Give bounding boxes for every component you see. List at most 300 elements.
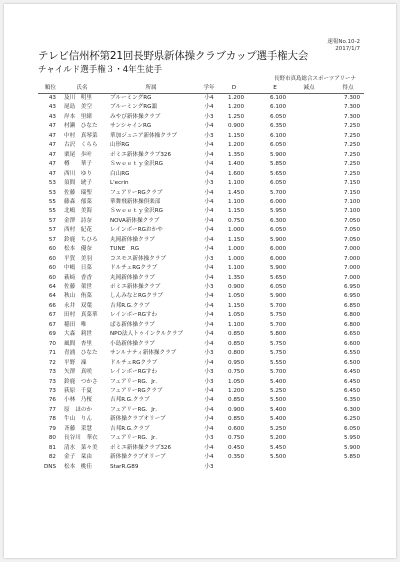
e-score: 6.100 (269, 104, 286, 111)
rank-cell: 47 (48, 151, 56, 158)
e-score: 5.750 (269, 340, 286, 347)
rank-cell: 55 (48, 198, 56, 205)
club-name: Ｓｗｅｅｔｙ金沢RG (110, 161, 163, 168)
e-score: 5.450 (269, 444, 286, 451)
athlete-name: 稲田 唯 (64, 321, 87, 328)
total-score: 6.450 (343, 387, 360, 394)
table-row (42, 94, 362, 103)
athlete-name: 松本 桃佳 (64, 463, 92, 470)
grade-cell: 小3 (204, 435, 214, 442)
grade-cell: 小4 (204, 198, 214, 205)
athlete-name: 牛山 りん (64, 416, 92, 423)
table-row (42, 444, 362, 453)
d-score: 1.050 (227, 312, 244, 319)
d-score: 1.150 (227, 302, 244, 309)
athlete-name: 西村 紀花 (64, 227, 92, 234)
table-row (42, 425, 362, 434)
total-score: 7.050 (343, 227, 360, 234)
athlete-name: 佐藤 瑞聖 (64, 189, 92, 196)
club-name: NPO法人トゥインクルクラブ (110, 331, 183, 338)
athlete-name: 平野 凜 (64, 359, 87, 366)
table-row (42, 321, 362, 330)
d-score: 1.200 (227, 387, 244, 394)
grade-cell: 小4 (204, 246, 214, 253)
total-score: 7.150 (343, 189, 360, 196)
total-score: 7.000 (343, 274, 360, 281)
club-name: 吉邦R.G.クラブ (110, 425, 150, 432)
athlete-name: 須間 琥子 (64, 180, 92, 187)
total-score: 6.850 (343, 302, 360, 309)
penalty-header: 減点 (303, 85, 315, 91)
e-score: 6.050 (269, 113, 286, 120)
table-row (42, 302, 362, 311)
athlete-name: 鈴鹿 つかさ (64, 378, 98, 385)
rank-cell: 57 (48, 227, 56, 234)
rank-cell: DNS (43, 463, 56, 470)
grade-cell: 小3 (204, 180, 214, 187)
e-score: 5.700 (269, 302, 286, 309)
total-score: 5.900 (343, 444, 360, 451)
d-score: 0.850 (227, 416, 244, 423)
d-score: 1.000 (227, 227, 244, 234)
club-name: L'ecrin (110, 180, 129, 187)
total-score: 6.450 (343, 369, 360, 376)
rank-cell: 70 (48, 340, 56, 347)
club-name: 山形RG (110, 142, 130, 149)
results-sheet (4, 4, 396, 558)
report-date: 2017/1/7 (335, 46, 360, 52)
table-row (42, 264, 362, 273)
rank-cell: 77 (48, 406, 56, 413)
total-score: 7.250 (343, 151, 360, 158)
d-score: 0.800 (227, 350, 244, 357)
club-name: 丸岡新体操クラブ (110, 236, 155, 243)
table-row (42, 103, 362, 112)
e-score: 5.250 (269, 387, 286, 394)
grade-cell: 小4 (204, 265, 214, 272)
grade-cell: 小3 (204, 255, 214, 262)
athlete-name: 岸本 里緒 (64, 113, 92, 120)
athlete-name: 及川 明里 (64, 95, 92, 101)
e-score: 5.400 (269, 416, 286, 423)
athlete-name: 小林 乃桜 (64, 397, 92, 404)
total-score: 7.100 (343, 198, 360, 205)
club-name: フェアリーRG．Jr． (110, 406, 161, 413)
table-row (42, 245, 362, 254)
table-row (42, 378, 362, 387)
table-row (42, 113, 362, 122)
rank-cell: 71 (48, 350, 56, 357)
rank-cell: 73 (48, 387, 56, 394)
e-score: 5.900 (269, 151, 286, 158)
table-row (42, 170, 362, 179)
e-score: 5.650 (269, 274, 286, 281)
grade-cell: 小4 (204, 217, 214, 224)
rank-cell: 57 (48, 217, 56, 224)
table-row (42, 274, 362, 283)
rank-cell: 47 (48, 132, 56, 139)
rank-cell: 47 (48, 142, 56, 149)
total-score: 6.800 (343, 321, 360, 328)
club-name: レインボーRGすわ (110, 312, 158, 319)
rank-cell: 82 (48, 454, 56, 461)
d-score: 0.750 (227, 435, 244, 442)
total-score: 6.950 (343, 293, 360, 300)
e-score: 5.550 (269, 359, 286, 366)
rank-cell: 64 (48, 284, 56, 290)
table-row (42, 340, 362, 349)
d-score: 0.900 (227, 123, 244, 130)
club-name: フェアリーRG．Jr． (110, 378, 161, 385)
grade-cell: 小4 (204, 104, 214, 111)
table-row (42, 207, 362, 216)
e-score: 6.350 (269, 123, 286, 130)
club-name: レインボーRGすわ (110, 369, 158, 376)
grade-cell: 小3 (204, 369, 214, 376)
club-name: フェアリーRGクラブ (110, 189, 163, 196)
athlete-name: 佐藤 架世 (64, 284, 92, 290)
club-name: ポミエ新体操クラブ326 (110, 444, 172, 451)
grade-cell: 小4 (204, 387, 214, 394)
club-name: 小島新体操クラブ (110, 340, 155, 347)
club-name: 新体操クラブオリーブ (110, 416, 166, 423)
table-row (42, 453, 362, 462)
rank-cell: 73 (48, 378, 56, 385)
event-subtitle: チャイルド選手権３・4年生徒手 (38, 65, 163, 75)
total-score: 6.950 (343, 284, 360, 290)
club-name: ポミエ新体操クラブ (110, 284, 161, 290)
grade-cell: 小4 (204, 151, 214, 158)
e-score: 5.400 (269, 406, 286, 413)
club-name: ドルチェRGクラブ (110, 359, 158, 366)
total-score: 7.250 (343, 170, 360, 177)
athlete-name: 大森 莉世 (64, 331, 92, 338)
grade-cell: 小4 (204, 236, 214, 243)
rank-cell: 73 (48, 369, 56, 376)
athlete-name: 清水 菜々美 (64, 444, 98, 451)
rank-cell: 66 (48, 302, 56, 309)
rank-cell: 60 (48, 274, 56, 281)
d-score: 1.450 (227, 189, 244, 196)
athlete-name: 北嶋 美海 (64, 208, 92, 215)
grade-cell: 小4 (204, 416, 214, 423)
athlete-name: 荻原 千夏 (64, 387, 92, 394)
d-score: 1.150 (227, 208, 244, 215)
club-name: ドルチェRGクラブ (110, 265, 158, 272)
d-score: 1.200 (227, 142, 244, 149)
e-score-header: E (273, 85, 277, 91)
grade-header: 学年 (203, 85, 215, 91)
athlete-name: 鈴鹿 ちひろ (64, 236, 98, 243)
club-name: しんみなとRGクラブ (110, 293, 163, 300)
table-row (42, 396, 362, 405)
table-row (42, 311, 362, 320)
grade-cell: 小4 (204, 293, 214, 300)
d-score: 1.000 (227, 246, 244, 253)
club-name: ぱる新体操クラブ (110, 321, 155, 328)
rank-cell: 67 (48, 312, 56, 319)
table-row (42, 160, 362, 169)
rank-cell: 60 (48, 246, 56, 253)
rank-cell: 72 (48, 359, 56, 366)
rank-cell: 79 (48, 425, 56, 432)
e-score: 5.750 (269, 312, 286, 319)
total-score: 5.850 (343, 454, 360, 461)
total-score: 7.300 (343, 95, 360, 101)
d-score: 1.150 (227, 236, 244, 243)
athlete-name: 金子 栞由 (64, 454, 92, 461)
athlete-name: 矢澤 真咲 (64, 369, 92, 376)
table-row (42, 198, 362, 207)
club-name: NOVA新体操クラブ (110, 217, 160, 224)
e-score: 6.050 (269, 227, 286, 234)
grade-cell: 小4 (204, 444, 214, 451)
grade-cell: 小4 (204, 425, 214, 432)
grade-cell: 小3 (204, 463, 214, 470)
grade-cell: 小4 (204, 208, 214, 215)
rank-cell: 78 (48, 416, 56, 423)
club-name: みやび新体操クラブ (110, 113, 161, 120)
rank-cell: 57 (48, 236, 56, 243)
d-score: 1.600 (227, 170, 244, 177)
total-score: 7.000 (343, 255, 360, 262)
e-score: 5.650 (269, 170, 286, 177)
club-name: サンシャインRG (110, 123, 152, 130)
club-name: フェアリーRGクラブ (110, 387, 163, 394)
total-score: 6.350 (343, 397, 360, 404)
d-score: 1.050 (227, 293, 244, 300)
total-score: 6.300 (343, 406, 360, 413)
grade-cell: 小4 (204, 321, 214, 328)
table-header (42, 84, 362, 93)
club-name: ポミエ新体操クラブ326 (110, 151, 172, 158)
e-score: 5.950 (269, 208, 286, 215)
grade-cell: 小4 (204, 274, 214, 281)
d-score: 0.450 (227, 444, 244, 451)
d-score: 1.400 (227, 161, 244, 168)
d-score: 0.900 (227, 406, 244, 413)
d-score: 1.000 (227, 255, 244, 262)
e-score: 6.300 (269, 217, 286, 224)
table-row (42, 141, 362, 150)
total-score: 7.300 (343, 113, 360, 120)
e-score: 6.050 (269, 142, 286, 149)
rank-cell: 47 (48, 123, 56, 130)
club-name: フェアリーRG．Jr． (110, 435, 161, 442)
table-row (42, 415, 362, 424)
table-row (42, 236, 362, 245)
e-score: 5.250 (269, 425, 286, 432)
rank-cell: 43 (48, 113, 56, 120)
athlete-name: 村瀬 ひなた (64, 123, 98, 130)
athlete-name: 中村 真琴菜 (64, 132, 98, 139)
e-score: 6.000 (269, 246, 286, 253)
document-title: テレビ信州杯第21回長野県新体操クラブカップ選手権大会 (38, 50, 309, 62)
e-score: 5.800 (269, 331, 286, 338)
d-score: 1.100 (227, 321, 244, 328)
d-score-header: D (231, 85, 237, 91)
total-score: 7.000 (343, 265, 360, 272)
grade-cell: 小4 (204, 397, 214, 404)
d-score: 1.100 (227, 198, 244, 205)
club-name: 華加ジュニア新体操クラブ (110, 132, 178, 139)
club-name: ブルーミングRG諏 (110, 104, 158, 111)
total-score: 6.550 (343, 350, 360, 357)
bulletin-number: 速報No.10-2 (327, 39, 360, 45)
d-score: 1.350 (227, 151, 244, 158)
total-score: 6.800 (343, 312, 360, 319)
grade-cell: 小4 (204, 189, 214, 196)
report-number (327, 39, 360, 53)
total-header: 得点 (342, 85, 354, 91)
table-row (42, 122, 362, 131)
d-score: 1.100 (227, 180, 244, 187)
club-name: 吉邦R.G.クラブ (110, 397, 150, 404)
athlete-name: 平賀 美羽 (64, 255, 92, 262)
e-score: 6.050 (269, 180, 286, 187)
e-score: 5.900 (269, 265, 286, 272)
athlete-name: 長谷川 華衣 (64, 435, 98, 442)
rank-cell: 69 (48, 331, 56, 338)
rank-cell: 47 (48, 170, 56, 177)
rank-cell: 43 (48, 95, 56, 101)
rank-cell: 53 (48, 189, 56, 196)
athlete-name: 古沢 くらら (64, 142, 98, 149)
athlete-name: 栗尾 歩叶 (64, 151, 92, 158)
d-score: 1.100 (227, 265, 244, 272)
table-row (42, 283, 362, 292)
grade-cell: 小3 (204, 132, 214, 139)
table-row (42, 359, 362, 368)
grade-cell: 小4 (204, 331, 214, 338)
d-score: 0.850 (227, 331, 244, 338)
athlete-name: 萩﨑 香香 (64, 274, 92, 281)
athlete-name: 金澤 詩奈 (64, 217, 92, 224)
club-name: サンルナティ新体操クラブ (110, 350, 177, 357)
e-score: 5.500 (269, 397, 286, 404)
total-score: 7.050 (343, 217, 360, 224)
e-score: 6.100 (269, 132, 286, 139)
rank-cell: 67 (48, 321, 56, 328)
table-row (42, 406, 362, 415)
e-score: 6.100 (269, 95, 286, 101)
rank-cell: 53 (48, 180, 56, 187)
d-score: 0.850 (227, 340, 244, 347)
grade-cell: 小4 (204, 340, 214, 347)
club-name: 新体操クラブオリーブ (110, 454, 166, 461)
rank-cell: 64 (48, 293, 56, 300)
table-row (42, 463, 362, 472)
club-header: 所属 (145, 85, 157, 91)
athlete-name: 西川 ゆり (64, 170, 92, 177)
d-score: 0.850 (227, 397, 244, 404)
athlete-name: 秋山 侑菜 (64, 293, 92, 300)
grade-cell: 小4 (204, 142, 214, 149)
table-row (42, 226, 362, 235)
e-score: 5.850 (269, 161, 286, 168)
grade-cell: 小3 (204, 378, 214, 385)
club-name: StarR.G89 (110, 463, 139, 470)
e-score: 5.700 (269, 369, 286, 376)
grade-cell: 小3 (204, 284, 214, 290)
athlete-name: 樽 華子 (64, 161, 92, 168)
grade-cell: 小4 (204, 406, 214, 413)
e-score: 5.700 (269, 189, 286, 196)
rank-cell: 76 (48, 397, 56, 404)
athlete-name: 尾島 美空 (64, 104, 92, 111)
club-name: 白山RG (110, 170, 130, 177)
e-score: 5.900 (269, 293, 286, 300)
d-score: 0.950 (227, 359, 244, 366)
table-row (42, 189, 362, 198)
club-name: Ｓｗｅｅｔｙ金沢RG (110, 208, 163, 215)
total-score: 7.300 (343, 104, 360, 111)
table-row (42, 179, 362, 188)
total-score: 7.250 (343, 123, 360, 130)
athlete-name: 田村 真菜華 (64, 312, 98, 319)
rank-cell: 81 (48, 444, 56, 451)
athlete-name: 藤森 郁菜 (64, 198, 92, 205)
grade-cell: 小4 (204, 227, 214, 234)
total-score: 7.250 (343, 132, 360, 139)
rank-cell: 43 (48, 104, 56, 111)
d-score: 0.750 (227, 217, 244, 224)
athlete-name: 中嶋 日菜 (64, 265, 92, 272)
e-score: 5.400 (269, 378, 286, 385)
e-score: 5.900 (269, 236, 286, 243)
club-name: コスモス新体操クラブ (110, 255, 166, 262)
table-row (42, 151, 362, 160)
table-row (42, 368, 362, 377)
total-score: 7.050 (343, 236, 360, 243)
rank-cell: 47 (48, 161, 56, 168)
d-score: 0.600 (227, 425, 244, 432)
table-row (42, 349, 362, 358)
d-score: 1.250 (227, 113, 244, 120)
grade-cell: 小4 (204, 359, 214, 366)
club-name: 華舞飛新体操倶楽部 (110, 198, 161, 205)
grade-cell: 小3 (204, 113, 214, 120)
table-row (42, 217, 362, 226)
e-score: 6.050 (269, 284, 286, 290)
d-score: 1.200 (227, 95, 244, 101)
athlete-name: 風間 杏里 (64, 340, 92, 347)
d-score: 1.150 (227, 132, 244, 139)
e-score: 6.000 (269, 198, 286, 205)
total-score: 7.150 (343, 180, 360, 187)
grade-cell: 小4 (204, 454, 214, 461)
d-score: 0.750 (227, 369, 244, 376)
table-row (42, 330, 362, 339)
grade-cell: 小4 (204, 170, 214, 177)
total-score: 6.450 (343, 378, 360, 385)
total-score: 5.950 (343, 435, 360, 442)
rank-cell: 60 (48, 265, 56, 272)
grade-cell: 小4 (204, 95, 214, 101)
d-score: 0.350 (227, 454, 244, 461)
grade-cell: 小4 (204, 312, 214, 319)
rank-cell: 80 (48, 435, 56, 442)
club-name: ブルーミングRG (110, 95, 152, 101)
d-score: 1.050 (227, 378, 244, 385)
total-score: 6.650 (343, 331, 360, 338)
total-score: 6.600 (343, 340, 360, 347)
e-score: 5.750 (269, 350, 286, 357)
total-score: 7.100 (343, 208, 360, 215)
club-name: 丸岡新体操クラブ (110, 274, 155, 281)
e-score: 5.200 (269, 435, 286, 442)
club-name: TUNE RG (110, 246, 140, 253)
